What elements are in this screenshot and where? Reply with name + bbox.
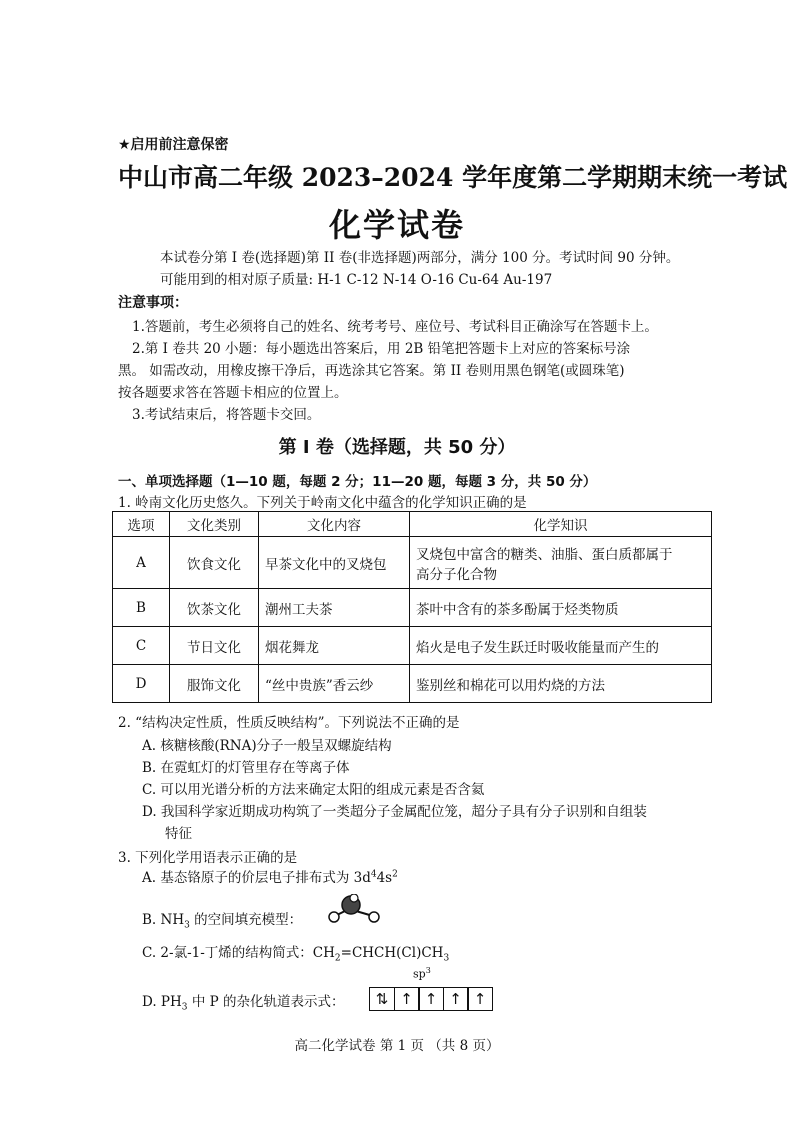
table-header: 化学知识	[410, 512, 712, 537]
option-c-text: =CHCH(Cl)CH	[340, 945, 444, 961]
knowledge-cell	[410, 537, 712, 589]
table-header: 选项	[113, 512, 170, 537]
question-3-option-c	[142, 941, 449, 964]
orbital-box: ↑	[418, 987, 444, 1011]
table-row	[113, 627, 712, 665]
hybrid-label-text: sp	[413, 967, 426, 981]
note-2-line-2: 黑。 如需改动，用橡皮擦干净后，再选涂其它答案。第 II 卷则用黑色钢笔(或圆珠笔)	[118, 363, 625, 379]
orbital-box: ↑	[467, 987, 493, 1011]
table-row	[113, 589, 712, 627]
superscript: 4	[370, 869, 377, 880]
intro-line-1: 本试卷分第 I 卷(选择题)第 II 卷(非选择题)两部分，满分 100 分。考试时间 90 分钟。	[160, 250, 680, 266]
knowledge-cell: 茶叶中含有的茶多酚属于烃类物质	[410, 589, 712, 627]
question-1-stem: 1. 岭南文化历史悠久。下列关于岭南文化中蕴含的化学知识正确的是	[118, 495, 527, 511]
option-c-text: C. 2-氯-1-丁烯的结构简式：CH	[142, 945, 335, 961]
knowledge-cell: 焰火是电子发生跃迁时吸收能量而产生的	[410, 627, 712, 665]
option-b-text: B. NH	[142, 912, 185, 928]
content-cell: 烟花舞龙	[259, 627, 410, 665]
option-cell: C	[113, 627, 170, 665]
question-3-option-b	[142, 908, 302, 931]
category-cell: 服饰文化	[170, 665, 259, 703]
note-3: 3.考试结束后，将答题卡交回。	[132, 407, 321, 423]
confidential-mark: ★启用前注意保密	[118, 137, 229, 153]
knowledge-line: 高分子化合物	[416, 566, 497, 583]
subscript: 2	[334, 953, 341, 964]
question-2-option-c: C. 可以用光谱分析的方法来确定太阳的组成元素是否含氦	[142, 782, 485, 798]
option-cell: A	[113, 537, 170, 589]
orbital-box: ⇅	[369, 987, 395, 1011]
question-2-stem: 2. “结构决定性质，性质反映结构”。下列说法不正确的是	[118, 715, 460, 731]
question-3-stem: 3. 下列化学用语表示正确的是	[118, 850, 298, 866]
option-cell: B	[113, 589, 170, 627]
notes-heading: 注意事项：	[118, 295, 188, 311]
subject-title: 化学试卷	[328, 206, 465, 244]
page-footer: 高二化学试卷 第 1 页 （共 8 页）	[294, 1038, 500, 1054]
intro-line-2: 可能用到的相对原子质量: H-1 C-12 N-14 O-16 Cu-64 Au-197	[160, 272, 553, 288]
question-2-option-d-cont: 特征	[165, 826, 192, 842]
question-2-option-a: A. 核糖核酸(RNA)分子一般呈双螺旋结构	[142, 738, 392, 754]
option-d-text: 中 P 的杂化轨道表示式：	[187, 994, 345, 1010]
superscript: 2	[392, 869, 398, 880]
note-2-line-3: 按各题要求答在答题卡相应的位置上。	[118, 385, 348, 401]
note-1: 1.答题前，考生必须将自己的姓名、统考考号、座位号、考试科目正确涂写在答题卡上。	[132, 319, 658, 335]
option-cell: D	[113, 665, 170, 703]
content-cell: “丝中贵族”香云纱	[259, 665, 410, 703]
category-cell: 饮食文化	[170, 537, 259, 589]
option-a-text: 4s	[376, 870, 393, 886]
exam-title: 中山市高二年级 2023–2024 学年度第二学期期末统一考试	[118, 163, 788, 192]
content-cell: 早茶文化中的叉烧包	[259, 537, 410, 589]
section-subheading: 一、单项选择题（1—10 题，每题 2 分；11—20 题，每题 3 分，共 50 分）	[118, 474, 597, 490]
category-cell: 节日文化	[170, 627, 259, 665]
question-2-option-d: D. 我国科学家近期成功构筑了一类超分子金属配位笼，超分子具有分子识别和自组装	[142, 804, 647, 820]
option-d-text: D. PH	[142, 994, 182, 1010]
hybrid-label	[413, 966, 431, 981]
option-a-text: A. 基态铬原子的价层电子排布式为 3d	[142, 870, 371, 886]
subscript: 3	[184, 920, 190, 931]
knowledge-line: 叉烧包中富含的糖类、油脂、蛋白质都属于	[416, 546, 673, 563]
subscript: 3	[181, 1002, 188, 1013]
hybrid-orbital-diagram	[369, 987, 492, 1011]
subscript: 3	[443, 953, 450, 964]
table-row	[113, 665, 712, 703]
category-cell: 饮茶文化	[170, 589, 259, 627]
question-3-option-a	[142, 866, 398, 886]
note-2-line-1: 2.第 I 卷共 20 小题：每小题选出答案后，用 2B 铅笔把答题卡上对应的答案标号涂	[132, 341, 631, 357]
table-header: 文化内容	[259, 512, 410, 537]
nh3-space-filling-model	[325, 894, 387, 928]
table-row	[113, 537, 712, 589]
orbital-box: ↑	[443, 987, 469, 1011]
table-header: 文化类别	[170, 512, 259, 537]
superscript: 3	[425, 966, 431, 975]
knowledge-cell: 鉴别丝和棉花可以用灼烧的方法	[410, 665, 712, 703]
section-heading: 第 I 卷（选择题，共 50 分）	[278, 437, 516, 458]
option-b-text: 的空间填充模型：	[189, 912, 303, 928]
question-1-table	[112, 511, 712, 703]
question-2-option-b: B. 在霓虹灯的灯管里存在等离子体	[142, 760, 350, 776]
content-cell: 潮州工夫茶	[259, 589, 410, 627]
table-header-row	[113, 512, 712, 537]
question-3-option-d	[142, 990, 345, 1013]
orbital-box: ↑	[394, 987, 420, 1011]
